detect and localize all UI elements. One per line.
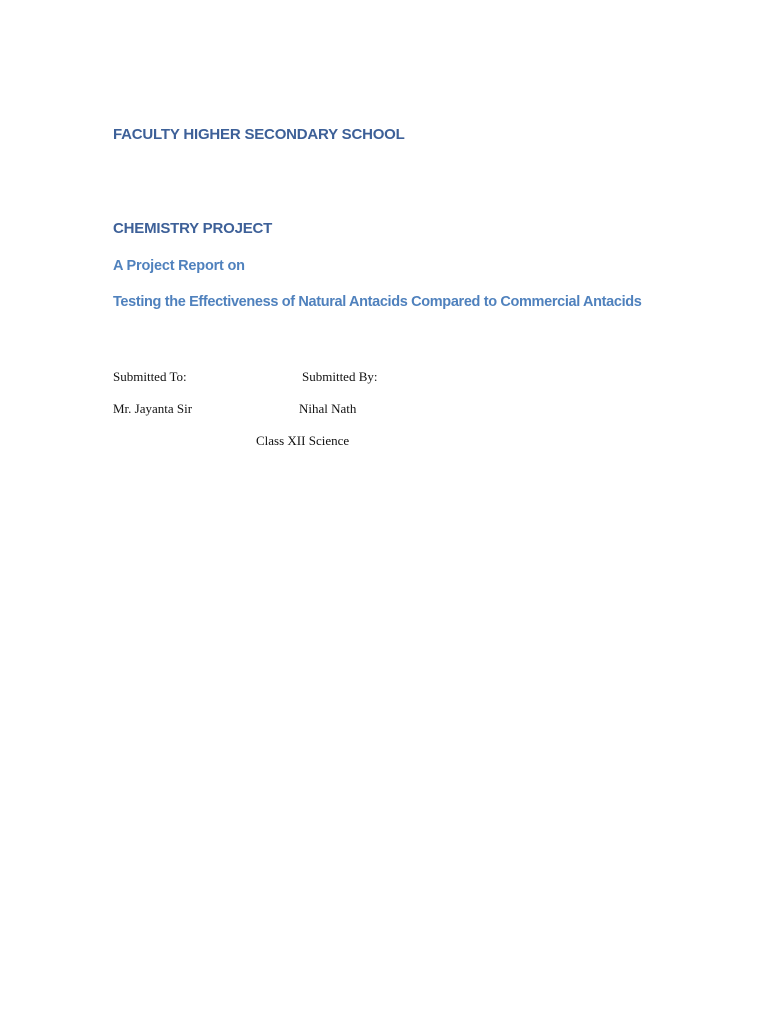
submitted-by-class: Class XII Science: [256, 433, 350, 448]
report-intro-heading: A Project Report on: [113, 258, 245, 274]
submitted-to-label: Submitted To:: [113, 369, 187, 384]
submitted-by-label: Submitted By:: [302, 369, 378, 384]
report-title-heading: Testing the Effectiveness of Natural Antacids Compared to Commercial Antacids: [113, 294, 642, 310]
submitted-to-name: Mr. Jayanta Sir: [113, 401, 193, 416]
school-name-heading: FACULTY HIGHER SECONDARY SCHOOL: [113, 126, 405, 143]
project-type-heading: CHEMISTRY PROJECT: [113, 220, 273, 237]
submitted-by-name: Nihal Nath: [299, 401, 357, 416]
